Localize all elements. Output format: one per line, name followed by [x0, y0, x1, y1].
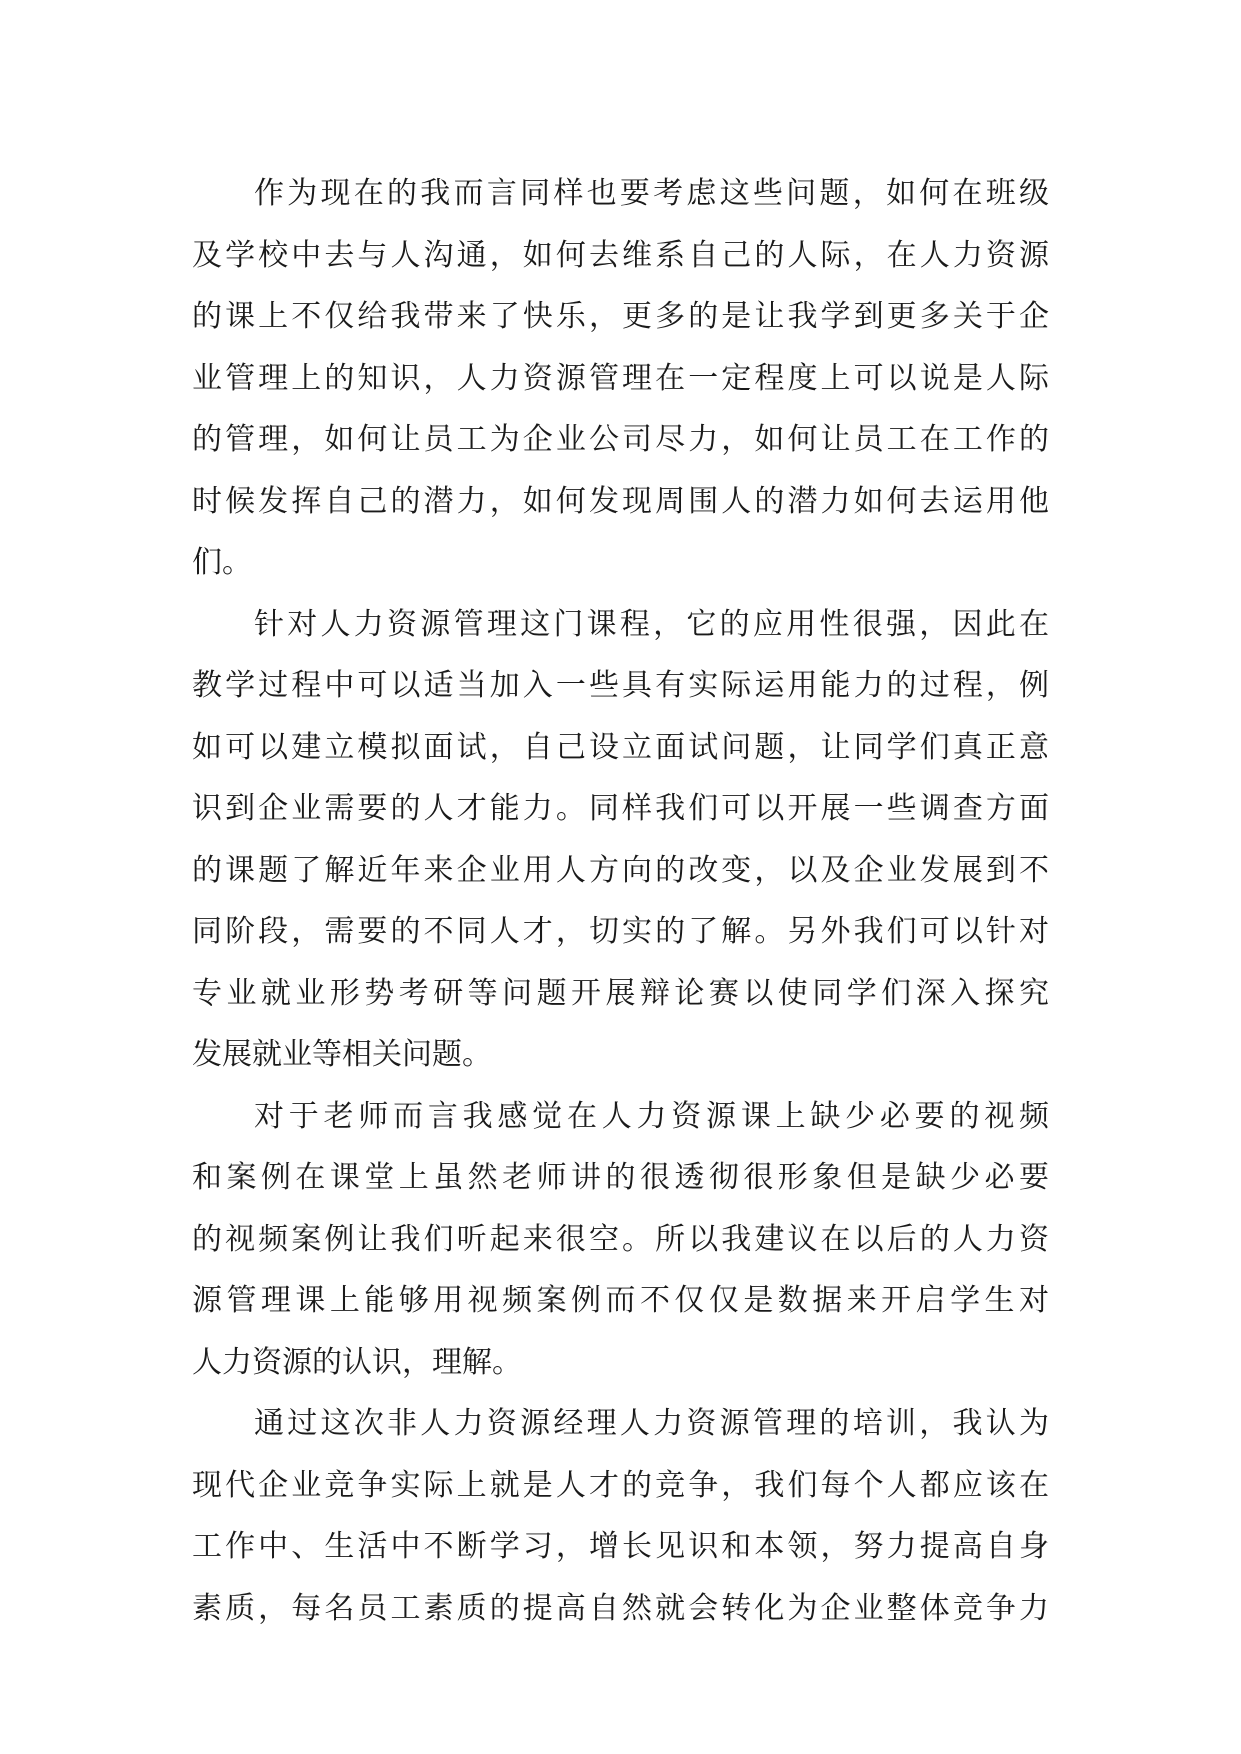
document-body	[192, 163, 1049, 1639]
paragraph	[192, 163, 1049, 594]
paragraph-line: 的课题了解近年来企业用人方向的改变，以及企业发展到不	[192, 852, 1049, 888]
paragraph-line: 及学校中去与人沟通，如何去维系自己的人际，在人力资源	[192, 237, 1049, 273]
paragraph-line: 识到企业需要的人才能力。同样我们可以开展一些调查方面	[192, 791, 1049, 826]
paragraph-line: 如可以建立模拟面试，自己设立面试问题，让同学们真正意	[192, 729, 1049, 765]
paragraph-line: 对于老师而言我感觉在人力资源课上缺少必要的视频	[254, 1098, 1049, 1134]
paragraph	[192, 1086, 1049, 1394]
paragraph-line: 工作中、生活中不断学习，增长见识和本领，努力提高自身	[192, 1529, 1049, 1564]
paragraph	[192, 1393, 1049, 1639]
paragraph-line: 素质，每名员工素质的提高自然就会转化为企业整体竞争力	[192, 1590, 1049, 1626]
paragraph-line: 源管理课上能够用视频案例而不仅仅是数据来开启学生对	[192, 1283, 1049, 1318]
paragraph-line: 教学过程中可以适当加入一些具有实际运用能力的过程，例	[192, 668, 1049, 703]
paragraph-line: 的课上不仅给我带来了快乐，更多的是让我学到更多关于企	[192, 299, 1049, 334]
paragraph-line: 的管理，如何让员工为企业公司尽力，如何让员工在工作的	[192, 422, 1049, 457]
paragraph-line: 作为现在的我而言同样也要考虑这些问题，如何在班级	[254, 176, 1049, 211]
paragraph-line: 人力资源的认识，理解。	[192, 1344, 522, 1380]
paragraph-line: 们。	[192, 545, 252, 580]
paragraph-line: 时候发挥自己的潜力，如何发现周围人的潜力如何去运用他	[192, 483, 1049, 519]
paragraph-line: 发展就业等相关问题。	[192, 1037, 492, 1072]
paragraph-line: 针对人力资源管理这门课程，它的应用性很强，因此在	[254, 606, 1049, 642]
paragraph	[192, 594, 1049, 1086]
paragraph-line: 的视频案例让我们听起来很空。所以我建议在以后的人力资	[192, 1221, 1049, 1257]
paragraph-line: 现代企业竞争实际上就是人才的竞争，我们每个人都应该在	[192, 1467, 1049, 1503]
paragraph-line: 和案例在课堂上虽然老师讲的很透彻很形象但是缺少必要	[192, 1160, 1049, 1195]
paragraph-line: 专业就业形势考研等问题开展辩论赛以使同学们深入探究	[192, 975, 1049, 1011]
paragraph-line: 业管理上的知识，人力资源管理在一定程度上可以说是人际	[192, 360, 1049, 396]
paragraph-line: 同阶段，需要的不同人才，切实的了解。另外我们可以针对	[192, 914, 1049, 949]
paragraph-line: 通过这次非人力资源经理人力资源管理的培训，我认为	[254, 1406, 1049, 1441]
